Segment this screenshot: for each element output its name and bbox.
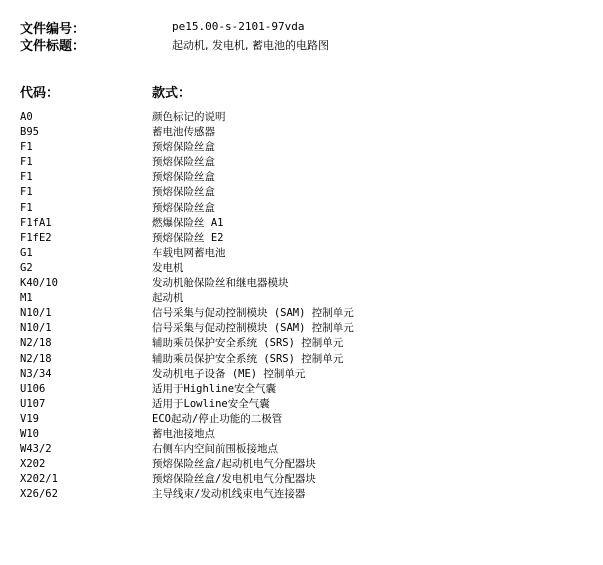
list-item — [0, 201, 603, 216]
component-code: U107 — [20, 397, 46, 410]
component-description: 适用于Lowline安全气囊 — [152, 397, 270, 410]
parts-list — [0, 110, 603, 502]
component-code: F1fA1 — [20, 216, 52, 229]
component-description: 发电机 — [152, 261, 184, 274]
list-item — [0, 412, 603, 427]
component-code: G1 — [20, 246, 33, 259]
component-description: 预熔保险丝盒 — [152, 141, 215, 154]
component-description: 预熔保险丝盒 — [152, 186, 215, 199]
list-item — [0, 427, 603, 442]
component-description: 颜色标记的说明 — [152, 111, 226, 123]
component-description: 信号采集与促动控制模块 (SAM) 控制单元 — [152, 307, 354, 320]
component-description: 适用于Highline安全气囊 — [152, 382, 277, 395]
list-item — [0, 276, 603, 291]
component-description: 发动机舱保险丝和继电器模块 — [152, 277, 289, 290]
component-description: 主导线束/发动机线束电气连接器 — [152, 488, 306, 501]
list-item — [0, 352, 603, 367]
list-item — [0, 261, 603, 276]
component-code: U106 — [20, 382, 46, 395]
list-item — [0, 382, 603, 397]
component-code: X202/1 — [20, 473, 58, 486]
component-code: F1 — [20, 171, 33, 184]
component-description: 预熔保险丝盒/发电机电气分配器块 — [152, 473, 316, 486]
list-item — [0, 487, 603, 502]
component-code: B95 — [20, 126, 39, 139]
component-description: 预熔保险丝盒/起动机电气分配器块 — [152, 458, 316, 471]
list-item — [0, 457, 603, 472]
component-code: N3/34 — [20, 367, 52, 380]
component-description: ECO起动/停止功能的二极管 — [152, 412, 283, 425]
component-code: F1fE2 — [20, 231, 52, 244]
component-description: 预熔保险丝盒 — [152, 201, 215, 214]
doc-title-value: 起动机, 发电机, 蓄电池的电路图 — [172, 39, 329, 52]
list-item — [0, 140, 603, 155]
component-description: 发动机电子设备 (ME) 控制单元 — [152, 367, 306, 380]
list-item — [0, 170, 603, 185]
component-description: 辅助乘员保护安全系统 (SRS) 控制单元 — [152, 352, 344, 365]
component-code: W43/2 — [20, 443, 52, 456]
list-item — [0, 397, 603, 412]
component-code: M1 — [20, 292, 33, 305]
description-column-header: 款式： — [152, 86, 192, 101]
list-item — [0, 185, 603, 200]
list-item — [0, 216, 603, 231]
list-item — [0, 472, 603, 487]
component-code: X202 — [20, 458, 46, 471]
component-code: A0 — [20, 111, 33, 123]
list-item — [0, 125, 603, 140]
component-code: N2/18 — [20, 352, 52, 365]
list-item — [0, 442, 603, 457]
component-code: G2 — [20, 261, 33, 274]
component-code: F1 — [20, 156, 33, 169]
component-code: N2/18 — [20, 337, 52, 350]
doc-title-label: 文件标题： — [20, 39, 86, 54]
component-description: 车载电网蓄电池 — [152, 246, 226, 259]
code-column-header: 代码： — [20, 86, 60, 101]
list-item — [0, 155, 603, 170]
list-item — [0, 246, 603, 261]
component-description: 辅助乘员保护安全系统 (SRS) 控制单元 — [152, 337, 344, 350]
component-code: F1 — [20, 201, 33, 214]
component-code: N10/1 — [20, 322, 52, 335]
list-item — [0, 291, 603, 306]
list-item — [0, 321, 603, 336]
doc-number-value: pe15.00-s-2101-97vda — [172, 20, 305, 33]
list-item — [0, 336, 603, 351]
list-item — [0, 367, 603, 382]
component-code: F1 — [20, 186, 33, 199]
component-code: V19 — [20, 412, 39, 425]
component-description: 起动机 — [152, 292, 184, 305]
component-code: W10 — [20, 427, 39, 440]
component-description: 信号采集与促动控制模块 (SAM) 控制单元 — [152, 322, 354, 335]
component-description: 右侧车内空间前围板接地点 — [152, 443, 278, 456]
component-code: F1 — [20, 141, 33, 154]
list-item — [0, 306, 603, 321]
component-description: 蓄电池传感器 — [152, 126, 215, 139]
list-item — [0, 110, 603, 125]
component-description: 蓄电池接地点 — [152, 427, 215, 440]
component-description: 燃爆保险丝 A1 — [152, 216, 224, 229]
component-code: N10/1 — [20, 307, 52, 320]
component-description: 预熔保险丝盒 — [152, 171, 215, 184]
component-description: 预熔保险丝盒 — [152, 156, 215, 169]
list-item — [0, 231, 603, 246]
doc-number-label: 文件编号： — [20, 22, 86, 37]
component-description: 预熔保险丝 E2 — [152, 231, 224, 244]
component-code: K40/10 — [20, 277, 58, 290]
component-code: X26/62 — [20, 488, 58, 501]
